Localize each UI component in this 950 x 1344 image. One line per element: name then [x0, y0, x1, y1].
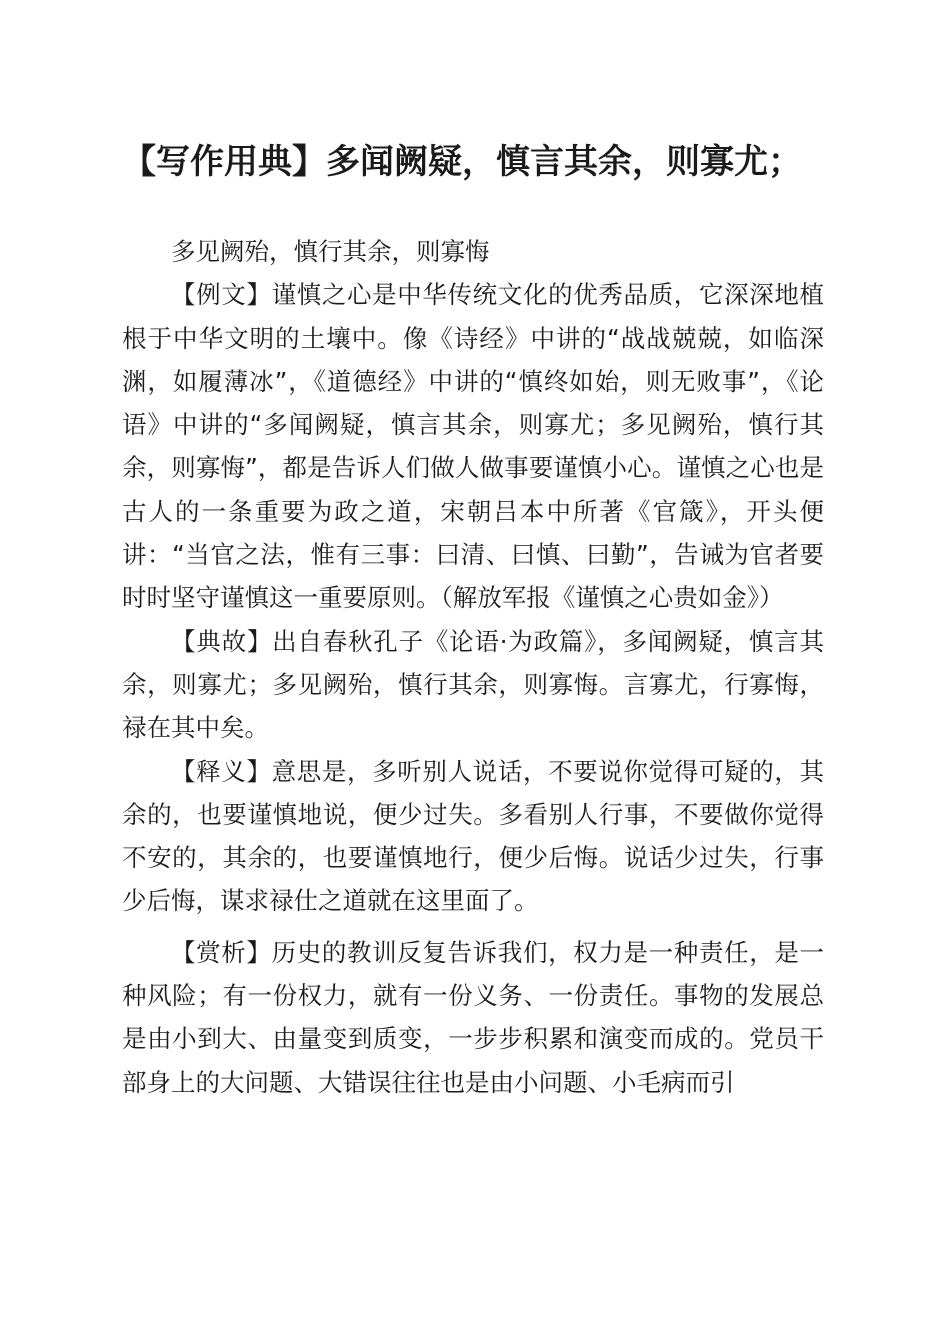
example-tag: 【例文】	[171, 280, 272, 310]
appreciation-text: 历史的教训反复告诉我们，权力是一种责任，是一种风险；有一份权力，就有一份义务、一份责任。事物的发展总是由小到大、由量变到质变，一步步积累和演变而成的。党员干部身上的大问题、大错误往往也是由小问题、小毛病而引	[122, 937, 825, 1097]
example-paragraph	[122, 273, 824, 619]
appreciation-paragraph	[122, 931, 824, 1104]
allusion-tag: 【典故】	[171, 626, 273, 656]
allusion-paragraph	[122, 620, 824, 750]
allusion-text: 出自春秋孔子《论语·为政篇》，多闻阙疑，慎言其余，则寡尤；多见阙殆，慎行其余，则寡悔。言寡尤，行寡悔，禄在其中矣。	[122, 626, 824, 743]
subtitle-paragraph: 多见阙殆，慎行其余，则寡悔	[171, 237, 490, 266]
example-text: 谨慎之心是中华传统文化的优秀品质，它深深地植根于中华文明的土壤中。像《诗经》中讲的“战战兢兢，如临深渊，如履薄冰”，《道德经》中讲的“慎终如始，则无败事”，《论语》中讲的“多闻阙疑，慎言其余，则寡尤；多见阙殆，慎行其余，则寡悔”，都是告诉人们做人做事要谨慎小心。谨慎之心也是古人的一条重要为政之道，宋朝吕本中所著《官箴》，开头便讲：“当官之法，惟有三事：曰清、曰慎、曰勤”，告诫为官者要时时坚守谨慎这一重要原则。（解放军报《谨慎之心贵如金》）	[122, 280, 825, 613]
document-body	[122, 230, 824, 1104]
explanation-paragraph	[122, 750, 824, 923]
explanation-tag: 【释义】	[171, 756, 272, 786]
document-title: 【写作用典】多闻阙疑，慎言其余，则寡尤；	[122, 142, 802, 182]
appreciation-tag: 【赏析】	[171, 937, 272, 967]
explanation-text: 意思是，多听别人说话，不要说你觉得可疑的，其余的，也要谨慎地说，便少过失。多看别人行事，不要做你觉得不安的，其余的，也要谨慎地行，便少后悔。说话少过失，行事少后悔，谋求禄仕之道就在这里面了。	[122, 756, 825, 916]
